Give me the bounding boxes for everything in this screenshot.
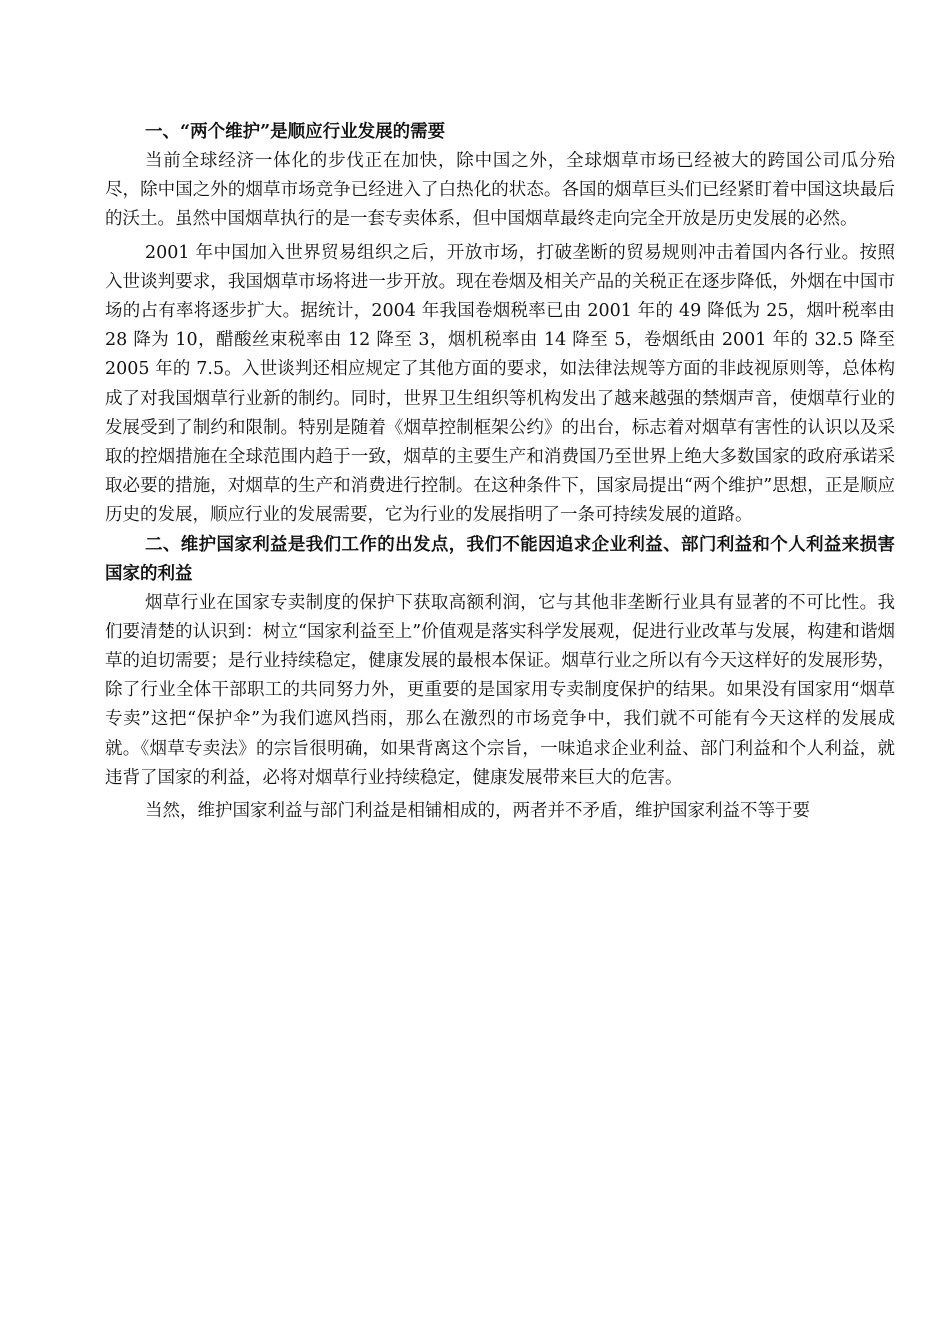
section-1-paragraph-1: 当前全球经济一体化的步伐正在加快，除中国之外，全球烟草市场已经被大的跨国公司瓜分殆尽，除中国之外的烟草市场竞争已经进入了白热化的状态。各国的烟草巨头们已经紧盯着中国这块最后的沃土。虽然中国烟草执行的是一套专卖体系，但中国烟草最终走向完全开放是历史发展的必然。 xyxy=(105,151,895,230)
section-2-heading: 二、维护国家利益是我们工作的出发点，我们不能因追求企业利益、部门利益和个人利益来损害国家的利益 xyxy=(105,534,895,584)
section-1-paragraph-2: 2001 年中国加入世界贸易组织之后，开放市场，打破垄断的贸易规则冲击着国内各行业。按照入世谈判要求，我国烟草市场将进一步开放。现在卷烟及相关产品的关税正在逐步降低，外烟在中国市场的占有率将逐步扩大。据统计，2004 年我国卷烟税率已由 2001 年的 49 降低为 25，烟叶税率由 28 降为 10，醋酸丝束税率由 12 降至 3，烟机税率由 14 降至 5，卷烟纸由 2001 年的 32.5 降至 2005 年的 7.5。入世谈判还相应规定了其他方面的要求，如法律法规等方面的非歧视原则等，总体构成了对我国烟草行业新的制约。同时，世界卫生组织等机构发出了越来越强的禁烟声音，使烟草行业的发展受到了制约和限制。特别是随着《烟草控制框架公约》的出台，标志着对烟草有害性的认识以及采取的控烟措施在全球范围内趋于一致，烟草的主要生产和消费国乃至世界上绝大多数国家的政府承诺采取必要的措施，对烟草的生产和消费进行控制。在这种条件下，国家局提出“两个维护”思想，正是顺应历史的发展，顺应行业的发展需要，它为行业的发展指明了一条可持续发展的道路。 xyxy=(105,242,895,526)
document-body xyxy=(105,118,895,826)
section-2-paragraph-1: 烟草行业在国家专卖制度的保护下获取高额利润，它与其他非垄断行业具有显著的不可比性。我们要清楚的认识到：树立“国家利益至上”价值观是落实科学发展观，促进行业改革与发展，构建和谐烟草的迫切需要；是行业持续稳定，健康发展的最根本保证。烟草行业之所以有今天这样好的发展形势，除了行业全体干部职工的共同努力外，更重要的是国家用专卖制度保护的结果。如果没有国家用“烟草专卖”这把“保护伞”为我们遮风挡雨，那么在激烈的市场竞争中，我们就不可能有今天这样的发展成就。《烟草专卖法》的宗旨很明确，如果背离这个宗旨，一味追求企业利益、部门利益和个人利益，就违背了国家的利益，必将对烟草行业持续稳定，健康发展带来巨大的危害。 xyxy=(105,592,895,788)
section-1-heading: 一、“两个维护”是顺应行业发展的需要 xyxy=(145,122,446,142)
section-2-paragraph-2: 当然，维护国家利益与部门利益是相铺相成的，两者并不矛盾，维护国家利益不等于要 xyxy=(145,801,810,822)
